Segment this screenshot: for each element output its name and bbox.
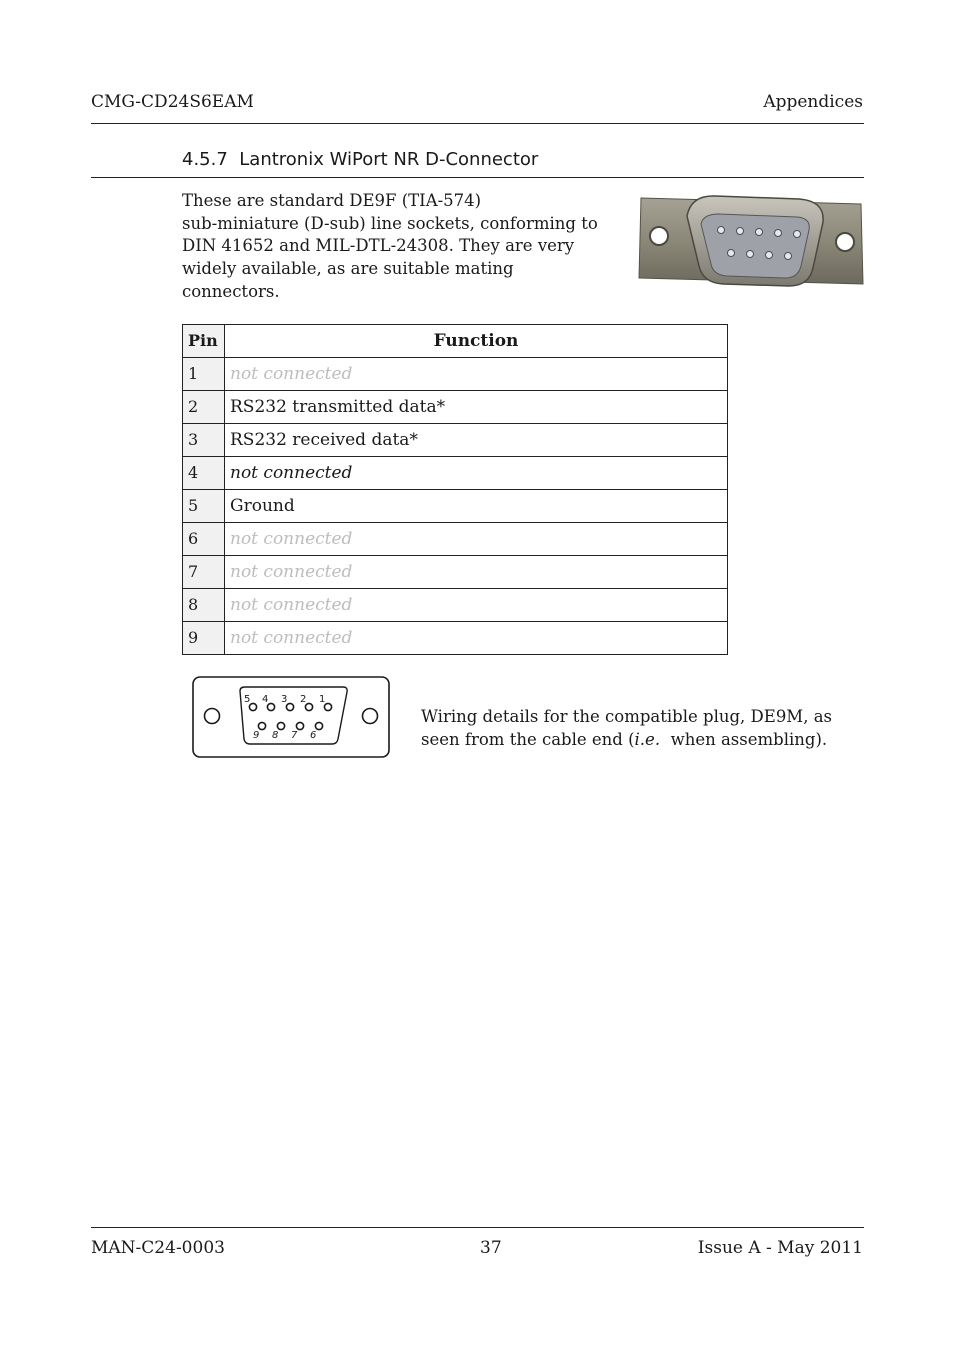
pin-number: 2 (183, 391, 225, 424)
section-rule (91, 177, 864, 178)
pin-column-header: Pin (183, 325, 225, 358)
function-column-header: Function (225, 325, 728, 358)
pin-number: 1 (183, 358, 225, 391)
header-section: Appendices (763, 92, 863, 112)
pin-label: 6 (310, 730, 317, 741)
footer-page-number: 37 (480, 1238, 502, 1258)
pin-label: 9 (253, 730, 260, 741)
pin-number: 9 (183, 622, 225, 655)
pin-function: not connected (225, 358, 728, 391)
table-row (183, 523, 728, 556)
pin-label: 2 (300, 694, 307, 705)
intro-line: These are standard DE9F (TIA-574) (182, 191, 482, 210)
pin-number: 3 (183, 424, 225, 457)
pin-label: 8 (272, 730, 279, 741)
intro-line: connectors. (182, 281, 280, 301)
wiring-line-1: Wiring details for the compatible plug, DE9M, as (421, 707, 833, 726)
pin-label: 4 (262, 694, 269, 705)
pin-function: RS232 transmitted data* (225, 391, 728, 424)
wiring-line-2-end: when assembling). (660, 729, 828, 749)
header-document-id: CMG-CD24S6EAM (91, 92, 254, 112)
table-row (183, 556, 728, 589)
footer-manual-id: MAN-C24-0003 (91, 1238, 225, 1258)
footer-issue: Issue A - May 2011 (697, 1238, 863, 1258)
section-title: Lantronix WiPort NR D-Connector (239, 149, 539, 170)
pin-label: 3 (281, 694, 288, 705)
pin-number: 4 (183, 457, 225, 490)
pin-label: 5 (244, 694, 251, 705)
pin-number: 7 (183, 556, 225, 589)
mounting-hole-left (205, 709, 220, 724)
wiring-caption (421, 706, 861, 751)
pin-label: 1 (319, 694, 326, 705)
pin-number: 5 (183, 490, 225, 523)
footer-rule (91, 1227, 864, 1228)
pin-function: not connected (225, 622, 728, 655)
de9f-connector-photo (637, 190, 865, 288)
table-row (183, 358, 728, 391)
pin-function: not connected (225, 589, 728, 622)
pin-function: not connected (225, 457, 728, 490)
pin-label: 7 (291, 730, 298, 741)
intro-line: widely available, as are suitable mating (182, 259, 514, 279)
wiring-line-2 (421, 729, 861, 752)
pin-function: RS232 received data* (225, 424, 728, 457)
pin-function: not connected (225, 556, 728, 589)
intro-line: sub-miniature (D-sub) line sockets, conforming to (182, 213, 598, 233)
table-row (183, 622, 728, 655)
de9m-wiring-diagram (190, 674, 392, 760)
connector-outline (193, 677, 389, 757)
section-heading (182, 149, 538, 171)
intro-paragraph (182, 190, 622, 304)
section-number: 4.5.7 (182, 149, 228, 170)
table-header-row (183, 325, 728, 358)
pin-number: 8 (183, 589, 225, 622)
table-row (183, 391, 728, 424)
wiring-line-2-emphasis: i.e. (634, 729, 661, 749)
table-row (183, 589, 728, 622)
wiring-line-2-start: seen from the cable end ( (421, 729, 635, 749)
table-row (183, 424, 728, 457)
pin-function: Ground (225, 490, 728, 523)
pin-function-table (182, 324, 728, 655)
pin-number: 6 (183, 523, 225, 556)
pin-function: not connected (225, 523, 728, 556)
table-row (183, 457, 728, 490)
header-rule (91, 123, 864, 124)
table-row (183, 490, 728, 523)
intro-line: DIN 41652 and MIL-DTL-24308. They are very (182, 236, 575, 256)
mounting-hole-right (363, 709, 378, 724)
